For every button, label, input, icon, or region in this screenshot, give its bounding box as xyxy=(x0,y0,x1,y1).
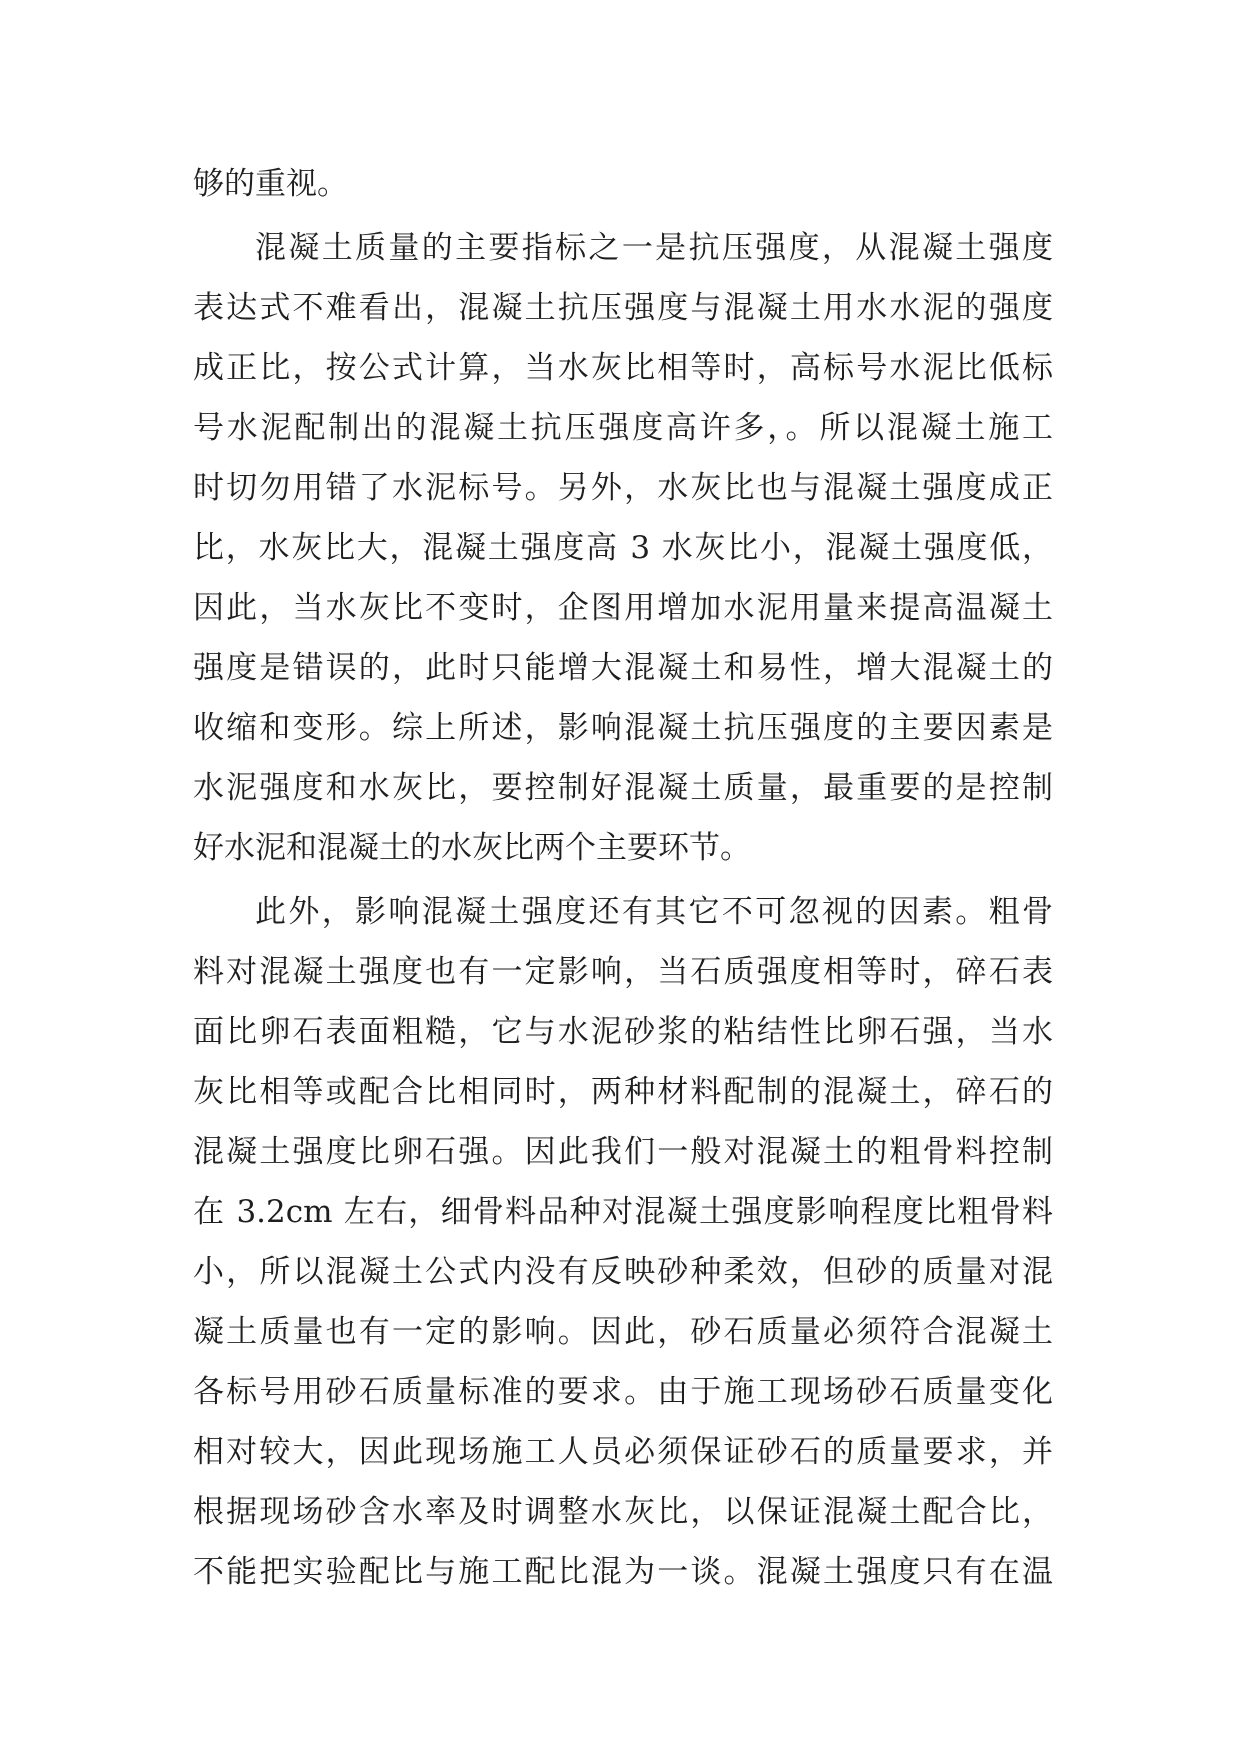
text-line: 够的重视。 xyxy=(193,166,348,202)
text-line: 混凝土质量的主要指标之一是抗压强度，从混凝土强度 xyxy=(255,230,1053,266)
text-line: 时切勿用错了水泥标号。另外，水灰比也与混凝土强度成正 xyxy=(193,470,1053,506)
text-line: 相对较大，因此现场施工人员必须保证砂石的质量要求，并 xyxy=(193,1434,1053,1470)
text-line: 料对混凝土强度也有一定影响，当石质强度相等时，碎石表 xyxy=(193,954,1053,990)
body-text xyxy=(193,154,1053,1602)
text-line: 因此，当水灰比不变时，企图用增加水泥用量来提高温凝土 xyxy=(193,590,1053,626)
text-line: 混凝土强度比卵石强。因此我们一般对混凝土的粗骨料控制 xyxy=(193,1134,1053,1170)
text-line: 各标号用砂石质量标准的要求。由于施工现场砂石质量变化 xyxy=(193,1374,1053,1410)
text-line: 此外，影响混凝土强度还有其它不可忽视的因素。粗骨 xyxy=(255,894,1053,930)
text-line: 在 3.2cm 左右，细骨料品种对混凝土强度影响程度比粗骨料 xyxy=(193,1194,1053,1230)
text-line: 号水泥配制出的混凝土抗压强度高许多，。所以混凝土施工 xyxy=(193,410,1053,446)
text-line: 凝土质量也有一定的影响。因此，砂石质量必须符合混凝土 xyxy=(193,1314,1053,1350)
text-line: 水泥强度和水灰比，要控制好混凝土质量，最重要的是控制 xyxy=(193,770,1053,806)
text-line: 小，所以混凝土公式内没有反映砂种柔效，但砂的质量对混 xyxy=(193,1254,1053,1290)
text-line: 比，水灰比大，混凝土强度高 3 水灰比小，混凝土强度低， xyxy=(193,530,1053,566)
text-line: 表达式不难看出，混凝土抗压强度与混凝土用水水泥的强度 xyxy=(193,290,1053,326)
text-line: 不能把实验配比与施工配比混为一谈。混凝土强度只有在温 xyxy=(193,1554,1053,1590)
text-line: 好水泥和混凝土的水灰比两个主要环节。 xyxy=(193,830,751,866)
text-line: 收缩和变形。综上所述，影响混凝土抗压强度的主要因素是 xyxy=(193,710,1053,746)
text-line: 强度是错误的，此时只能增大混凝土和易性，增大混凝土的 xyxy=(193,650,1053,686)
text-line: 根据现场砂含水率及时调整水灰比，以保证混凝土配合比， xyxy=(193,1494,1053,1530)
text-line: 成正比，按公式计算，当水灰比相等时，高标号水泥比低标 xyxy=(193,350,1053,386)
text-line: 灰比相等或配合比相同时，两种材料配制的混凝土，碎石的 xyxy=(193,1074,1053,1110)
text-line: 面比卵石表面粗糙，它与水泥砂浆的粘结性比卵石强，当水 xyxy=(193,1014,1053,1050)
